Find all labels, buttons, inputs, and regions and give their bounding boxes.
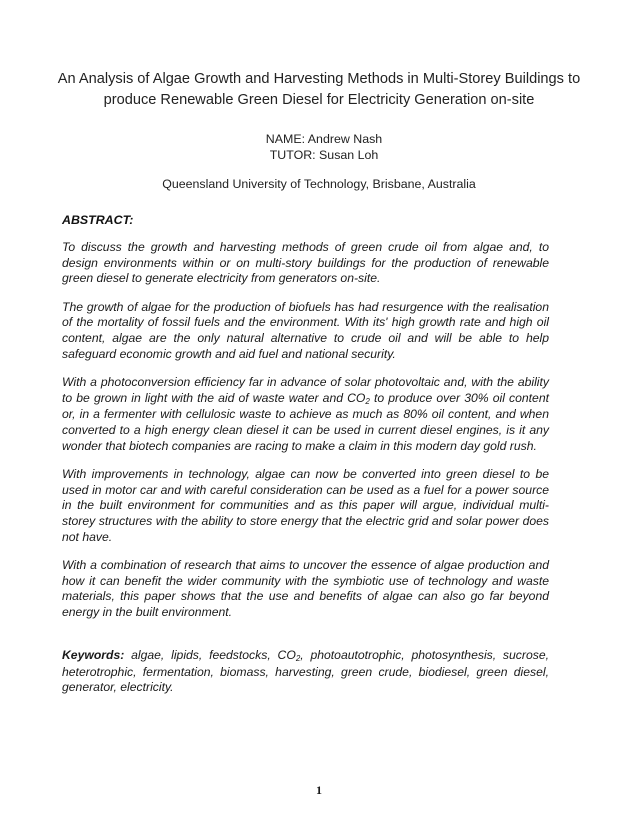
keywords-text-a: algae, lipids, feedstocks, CO — [124, 648, 296, 662]
author-name: NAME: Andrew Nash — [265, 132, 383, 146]
abstract-paragraph-4: With improvements in technology, algae can now be converted into green diesel to be used in motor car and with careful consideration can be used as a fuel for a power source in the built environment for communities and as this paper will argue, individual multi-storey structures with the ability to store energy that the electric grid and solar power does not have. — [62, 467, 549, 544]
abstract-body — [62, 240, 549, 633]
tutor-name: TUTOR: Susan Loh — [269, 148, 379, 162]
abstract-p3-text-a: With a photoconversion efficiency far in advance of solar photovoltaic and, with the ability to be grown in light with the aid of waste water and CO — [62, 375, 549, 405]
abstract-paragraph-5: With a combination of research that aims to uncover the essence of algae production and how it can benefit the wider community with the symbiotic use of technology and waste materials, this paper shows that the use and benefits of algae can also go far beyond energy in the built environment. — [62, 558, 549, 619]
keywords-label: Keywords: — [62, 648, 125, 662]
abstract-paragraph-1: To discuss the growth and harvesting methods of green crude oil from algae and, to design environments within or on multi-story buildings for the production of renewable green diesel to generate electricity from generators on-site. — [62, 240, 549, 286]
author-block — [0, 131, 638, 163]
co2-subscript: 2 — [365, 396, 370, 406]
abstract-p3-text-b: to produce over 30% oil content or, in a fermenter with cellulosic waste to achieve as much as 80% oil content, and when converted to a high energy clean diesel it can be used in current diesel engines, is it any wonder that biotech companies are racing to make a claim in this modern day gold rush. — [62, 390, 549, 453]
keywords-text-b: , photoautotrophic, photosynthesis, sucrose, heterotrophic, fermentation, biomass, harvesting, green crude, biodiesel, green diesel, generator, electricity. — [62, 648, 549, 695]
affiliation: Queensland University of Technology, Brisbane, Australia — [162, 177, 476, 191]
page-number: 1 — [316, 783, 322, 797]
paper-title: An Analysis of Algae Growth and Harvesting Methods in Multi-Storey Buildings to produce Renewable Green Diesel for Electricity Generation on-site — [57, 71, 581, 108]
keywords — [62, 648, 549, 696]
keywords-co2-subscript: 2 — [295, 654, 301, 663]
abstract-heading: ABSTRACT: — [62, 213, 134, 227]
abstract-paragraph-2: The growth of algae for the production of biofuels has had resurgence with the realisation of the mortality of fossil fuels and the environment. With its' high growth rate and high oil content, algae are the only natural alternative to crude oil and will be able to help safeguard economic growth and aid fuel and national security. — [62, 299, 549, 361]
abstract-paragraph-3 — [62, 375, 549, 454]
